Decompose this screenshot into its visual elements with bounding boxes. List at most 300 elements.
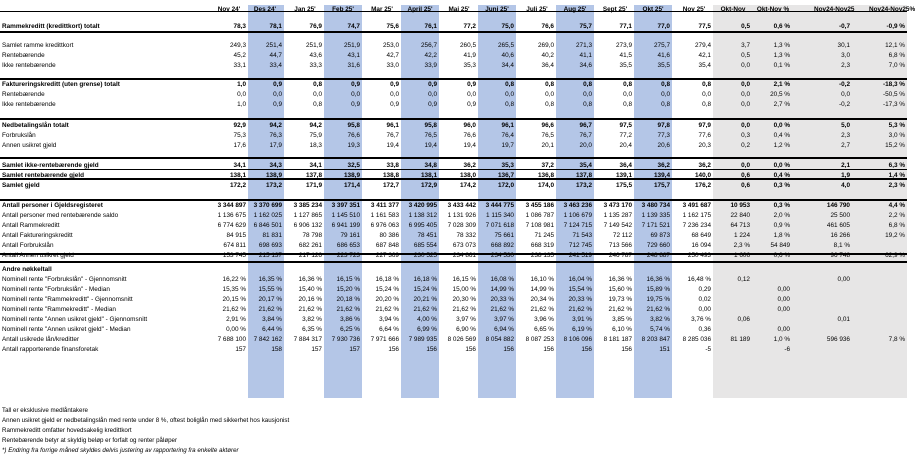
table-cell: 271,3 [576,42,592,49]
table-cell: 279,4 [695,42,711,49]
header-row [0,5,915,15]
table-cell: 673 073 [452,242,476,249]
table-cell: 146 790 [826,202,850,209]
table-cell: 0,00 [777,286,790,293]
table-cell: 77,2 [619,132,632,139]
table-cell: 0,8 [702,81,711,88]
table-cell: 34,3 [269,162,282,169]
row-label: Forbrukslån [2,132,36,139]
table-cell: 19,73 % [608,296,632,303]
table-cell: 0,0 [702,91,711,98]
table-cell: 269,0 [538,42,554,49]
table-cell: 92,9 [233,122,246,129]
row-label: Nominell rente "Rammekreditt" - Gjennomsnitt [2,296,133,303]
table-cell: 16,15 % [336,276,360,283]
table-cell: 3,85 % [612,316,632,323]
table-cell: 6 976 063 [370,222,399,229]
table-row [0,241,907,251]
table-cell: 94,2 [309,122,322,129]
table-cell: 16,35 % [258,276,282,283]
table-cell: 41,6 [657,52,670,59]
table-cell: 77,0 [657,23,670,30]
table-cell: 157 [349,346,360,353]
table-cell: 151 [659,346,670,353]
table-cell: 241 519 [568,252,592,259]
table-row [0,51,907,61]
table-cell: 3,82 % [302,316,322,323]
table-cell: 33,3 [309,62,322,69]
table-cell: 3 463 236 [563,202,592,209]
table-cell: 20,3 [698,142,711,149]
table-cell: 234 861 [452,252,476,259]
table-cell: 0,9 [390,101,399,108]
table-cell: -5 [705,346,711,353]
table-cell: 596 936 [826,336,850,343]
table-cell: 16,36 % [298,276,322,283]
row-label: Rentebærende [2,91,45,98]
table-cell: 16 266 [830,232,850,239]
table-cell: 21,62 % [490,306,514,313]
table-cell: -0,7 [838,23,850,30]
table-cell: 3,97 % [456,316,476,323]
table-cell: 139,4 [654,172,670,179]
table-cell: 0,29 [698,286,711,293]
table-cell: 20,34 % [530,296,554,303]
section-divider [0,157,907,159]
table-cell: 21,62 % [568,306,592,313]
table-cell: 78 451 [417,232,437,239]
table-cell: 6,64 % [379,326,399,333]
table-cell: 80 386 [379,232,399,239]
table-cell: 96,6 [541,122,554,129]
table-cell: 1 106 679 [563,212,592,219]
column-header: Des 24' [253,6,277,13]
table-cell: 96,0 [463,122,476,129]
column-header: Jan 25' [294,6,316,13]
table-cell: 0,0 [428,91,437,98]
table-cell: 20,16 % [298,296,322,303]
table-cell: 75,9 [309,132,322,139]
table-cell: 6,8 % [888,52,905,59]
table-cell: 16 094 [691,242,711,249]
table-cell: 230 525 [413,252,437,259]
table-row [0,211,907,221]
table-cell: 1 145 510 [331,212,360,219]
table-cell: 43,6 [309,52,322,59]
table-cell: 21,62 % [452,306,476,313]
column-header: Okt 25' [642,6,664,13]
table-cell: 0,8 [623,81,632,88]
table-cell: 1,9 [841,172,850,179]
table-cell: 3 420 995 [408,202,437,209]
table-cell: 0,0 [390,91,399,98]
table-cell: 1,3 % [773,42,790,49]
table-cell: 76,7 [386,132,399,139]
row-label: Rammekreditt (kredittkort) totalt [2,23,100,30]
table-cell: 0,4 % [773,132,790,139]
table-cell: 0,0 [505,91,514,98]
table-cell: 174,0 [538,182,554,189]
table-cell: 16,04 % [568,276,592,283]
table-cell: 6,90 % [456,326,476,333]
table-cell: 15,24 % [375,286,399,293]
table-cell: 6 941 199 [331,222,360,229]
table-cell: 21,62 % [222,306,246,313]
table-cell: 1 127 865 [293,212,322,219]
table-cell: 0,00 [837,276,850,283]
table-cell: 36,2 [463,162,476,169]
table-cell: 76,5 [424,132,437,139]
table-cell: 34,6 [579,62,592,69]
table-cell: 0,6 % [773,23,790,30]
table-cell: 3,0 [841,52,850,59]
table-cell: 156 [581,346,592,353]
table-cell: 44,7 [269,52,282,59]
column-header: Feb 25' [332,6,354,13]
table-cell: 75,3 [233,132,246,139]
table-cell: -18,3 % [882,81,905,88]
table-cell: 686 653 [336,242,360,249]
table-cell: 6 906 132 [293,222,322,229]
table-cell: 712 745 [568,242,592,249]
table-row [0,315,907,325]
table-cell: 0,9 [428,81,437,88]
table-cell: 7,8 % [888,336,905,343]
table-cell: 72 112 [612,232,632,239]
table-cell: 1,4 % [888,172,905,179]
table-cell: 96,1 [501,122,514,129]
table-cell: 0,6 % [773,252,790,259]
table-cell: 75 661 [494,232,514,239]
table-cell: 0,8 [623,101,632,108]
table-cell: 6,94 % [494,326,514,333]
table-cell: 12,1 % [885,42,905,49]
table-cell: 77,2 [463,23,476,30]
row-label: Samlet ikke-rentebærende gjeld [2,162,99,169]
table-cell: 7 124 715 [563,222,592,229]
table-cell: 6,3 % [888,162,905,169]
table-cell: 248 887 [646,252,670,259]
table-cell: 0,12 [737,276,750,283]
table-cell: 1 606 [734,252,750,259]
table-cell: 15,2 % [885,142,905,149]
column-header: Nov 24' [217,6,241,13]
table-cell: 682 261 [298,242,322,249]
table-cell: 33,4 [269,62,282,69]
table-cell: 1 161 583 [370,212,399,219]
table-cell: 0,4 % [773,172,790,179]
table-cell: 0,3 % [773,202,790,209]
table-row [0,161,907,171]
row-label: Antall rapporterende finansforetak [2,346,99,353]
table-cell: 78,1 [269,23,282,30]
table-cell: 42,2 [424,52,437,59]
table-cell: 36,2 [698,162,711,169]
table-cell: 138,9 [344,172,360,179]
table-cell: 1 138 312 [408,212,437,219]
table-cell: 15,35 % [222,286,246,293]
table-cell: 16,10 % [530,276,554,283]
table-cell: 35,5 [619,62,632,69]
table-cell: 3,96 % [534,316,554,323]
table-cell: 4,0 [841,182,850,189]
table-cell: 76,5 [541,132,554,139]
table-cell: 5,74 % [650,326,670,333]
table-cell: 1,2 % [773,142,790,149]
table-cell: 34,4 [501,62,514,69]
table-cell: 15,20 % [336,286,360,293]
table-row [0,121,907,131]
table-cell: 20,33 % [490,296,514,303]
table-cell: 25 500 [830,212,850,219]
table-cell: 3 411 377 [370,202,399,209]
table-cell: 76,1 [424,23,437,30]
table-cell: 36,2 [657,162,670,169]
table-cell: 0,36 [698,326,711,333]
table-cell: 0,3 [741,132,750,139]
table-cell: 2,1 [841,162,850,169]
table-cell: 0,3 % [773,182,790,189]
table-cell: 15,89 % [646,286,670,293]
table-cell: 21,62 % [375,306,399,313]
table-cell: -17,3 % [882,101,905,108]
table-cell: 0,9 % [773,222,790,229]
column-header: Mar 25' [371,6,393,13]
table-cell: 0,02 [698,296,711,303]
table-cell: 2,3 [841,132,850,139]
table-cell: 74,7 [347,23,360,30]
table-cell: 173,2 [266,182,282,189]
table-cell: 3,97 % [494,316,514,323]
table-cell: 10 953 [730,202,750,209]
table-cell: 1 136 675 [217,212,246,219]
table-cell: 16,36 % [608,276,632,283]
table-cell: 173,2 [576,182,592,189]
table-cell: 3 444 775 [485,202,514,209]
table-row [0,171,907,181]
table-cell: 156 [465,346,476,353]
table-cell: 95,8 [424,122,437,129]
table-cell: 249,3 [230,42,246,49]
table-cell: 0,0 [545,91,554,98]
row-label: Antall Rammekreditt [2,222,60,229]
column-header: Juli 25' [526,6,548,13]
table-cell: 668 319 [530,242,554,249]
table-cell: 4,00 % [417,316,437,323]
table-cell: 7 688 100 [217,336,246,343]
table-cell: 0,8 [313,81,322,88]
table-cell: 251,9 [306,42,322,49]
table-cell: -50,5 % [882,91,905,98]
row-label: Nominell rente "Forbrukslån" - Gjennomsnitt [2,276,127,283]
table-cell: 78,3 [233,23,246,30]
table-cell: 35,4 [698,62,711,69]
table-cell: 18,3 [309,142,322,149]
table-cell: 713 566 [608,242,632,249]
table-row [0,22,907,32]
row-label: Antall personer i Gjeldsregisteret [2,202,103,209]
column-header: April 25' [407,6,433,13]
table-cell: 668 892 [490,242,514,249]
table-cell: 20,18 % [336,296,360,303]
table-cell: 20,6 [657,142,670,149]
table-cell: 79 161 [340,232,360,239]
table-cell: 729 660 [646,242,670,249]
row-label: Samlet gjeld [2,182,40,189]
table-cell: 215 137 [258,252,282,259]
table-cell: 0,8 [505,101,514,108]
table-cell: 37,2 [541,162,554,169]
row-label: Nominell rente "Annen usikret gjeld" - Median [2,326,131,333]
table-cell: 2,3 % [888,182,905,189]
table-cell: 77,1 [619,23,632,30]
table-cell: 64 713 [730,222,750,229]
table-cell: 2,3 [841,62,850,69]
table-cell: 19,2 % [885,232,905,239]
table-cell: 21,62 % [608,306,632,313]
table-cell: 6,35 % [302,326,322,333]
table-cell: 0,0 [661,91,670,98]
table-cell: 40,2 [541,52,554,59]
table-cell: 250 493 [687,252,711,259]
column-header: Nov 25' [682,6,706,13]
table-cell: 41,1 [579,52,592,59]
table-cell: 256,7 [421,42,437,49]
table-cell: 16,08 % [490,276,514,283]
table-cell: 138,0 [460,172,476,179]
table-cell: 68 649 [691,232,711,239]
table-cell: 34,1 [309,162,322,169]
table-cell: 0,6 [741,172,750,179]
table-cell: 3,0 % [888,132,905,139]
table-cell: 176,2 [695,182,711,189]
table-cell: 0,0 [467,91,476,98]
table-cell: 8 181 187 [603,336,632,343]
table-cell: 171,4 [344,182,360,189]
table-cell: 3 433 442 [447,202,476,209]
table-cell: 71 543 [572,232,592,239]
table-cell: 8 106 096 [563,336,592,343]
table-row [0,251,907,261]
table-cell: 137,8 [576,172,592,179]
table-cell: 0,9 [273,101,282,108]
table-cell: 78 798 [302,232,322,239]
table-cell: -0,9 % [886,23,905,30]
table-cell: 20,0 [579,142,592,149]
table-cell: 69 873 [650,232,670,239]
table-cell: 20,33 % [568,296,592,303]
table-cell: 2,7 [841,142,850,149]
table-cell: 20,20 % [375,296,399,303]
table-cell: 172,0 [498,182,514,189]
table-cell: 15,54 % [568,286,592,293]
row-label: Antall Faktureringskreditt [2,232,73,239]
table-cell: 3 385 234 [293,202,322,209]
table-cell: 16,18 % [413,276,437,283]
table-cell: 174,2 [460,182,476,189]
footnote-5: *) Endring fra forrige måned skyldes delvis justering av rapportering fra enkelte aktører [2,447,239,454]
table-cell: 0,0 [351,91,360,98]
row-label: Andre nøkkeltall [2,266,52,273]
table-cell: 76,9 [309,23,322,30]
table-cell: 97,5 [619,122,632,129]
table-cell: 0,2 [741,142,750,149]
table-cell: 7 236 234 [682,222,711,229]
table-cell: 260,5 [460,42,476,49]
table-cell: 45,2 [233,52,246,59]
table-cell: 76,7 [579,132,592,139]
table-cell: 19,75 % [646,296,670,303]
table-cell: 3 397 351 [331,202,360,209]
table-cell: 0,06 [737,316,750,323]
table-cell: 21,62 % [530,306,554,313]
table-cell: 685 554 [413,242,437,249]
table-cell: 265,5 [498,42,514,49]
table-row [0,295,907,305]
table-cell: 217 126 [298,252,322,259]
table-cell: 21,62 % [413,306,437,313]
table-cell: 6 774 629 [217,222,246,229]
table-cell: 0,0 [741,81,750,88]
table-cell: 0,8 [583,101,592,108]
table-cell: 33,8 [386,162,399,169]
table-cell: 21,62 % [336,306,360,313]
row-label: Nominell rente "Forbrukslån" - Median [2,286,110,293]
table-cell: 81 831 [262,232,282,239]
table-cell: 94,2 [269,122,282,129]
table-cell: 246 787 [608,252,632,259]
table-cell: 6,19 % [572,326,592,333]
table-cell: 1,0 % [773,336,790,343]
table-cell: 40,6 [501,52,514,59]
table-cell: 16,36 % [646,276,670,283]
table-cell: 7 971 666 [370,336,399,343]
table-cell: 96,7 [579,122,592,129]
table-cell: 0,00 [698,306,711,313]
table-cell: 15,00 % [452,286,476,293]
table-cell: 3 370 699 [253,202,282,209]
table-cell: 2,2 % [888,212,905,219]
table-cell: 1 162 175 [682,212,711,219]
row-label: Antall personer med rentebærende saldo [2,212,119,219]
table-cell: 3 455 186 [525,202,554,209]
row-label: Samlet rentebærende gjeld [2,172,85,179]
table-cell: 3,82 % [650,316,670,323]
table-row [0,231,907,241]
table-cell: 1 115 340 [486,212,514,219]
table-cell: 6 846 501 [253,222,282,229]
column-header: Aug 25' [563,6,587,13]
table-cell: 76,6 [347,132,360,139]
table-cell: 5,0 [841,122,850,129]
table-cell: 0,0 [741,91,750,98]
table-row [0,181,907,191]
row-label: Nominell rente "Annen usikret gjeld" - Gjennomsnitt [2,316,148,323]
table-cell: 77,3 [657,132,670,139]
table-cell: 275,7 [654,42,670,49]
table-cell: 14,99 % [490,286,514,293]
table-cell: 171,9 [306,182,322,189]
row-label: Antall Annen usikret gjeld [2,252,74,259]
table-cell: 35,3 [501,162,514,169]
table-cell: 0,0 [583,91,592,98]
table-cell: 7 930 736 [331,336,360,343]
table-cell: 84 915 [226,232,246,239]
table-cell: 32,5 [347,162,360,169]
table-cell: 0,9 [351,81,360,88]
table-cell: 6 995 405 [408,222,437,229]
table-cell: 8,1 % [833,242,850,249]
